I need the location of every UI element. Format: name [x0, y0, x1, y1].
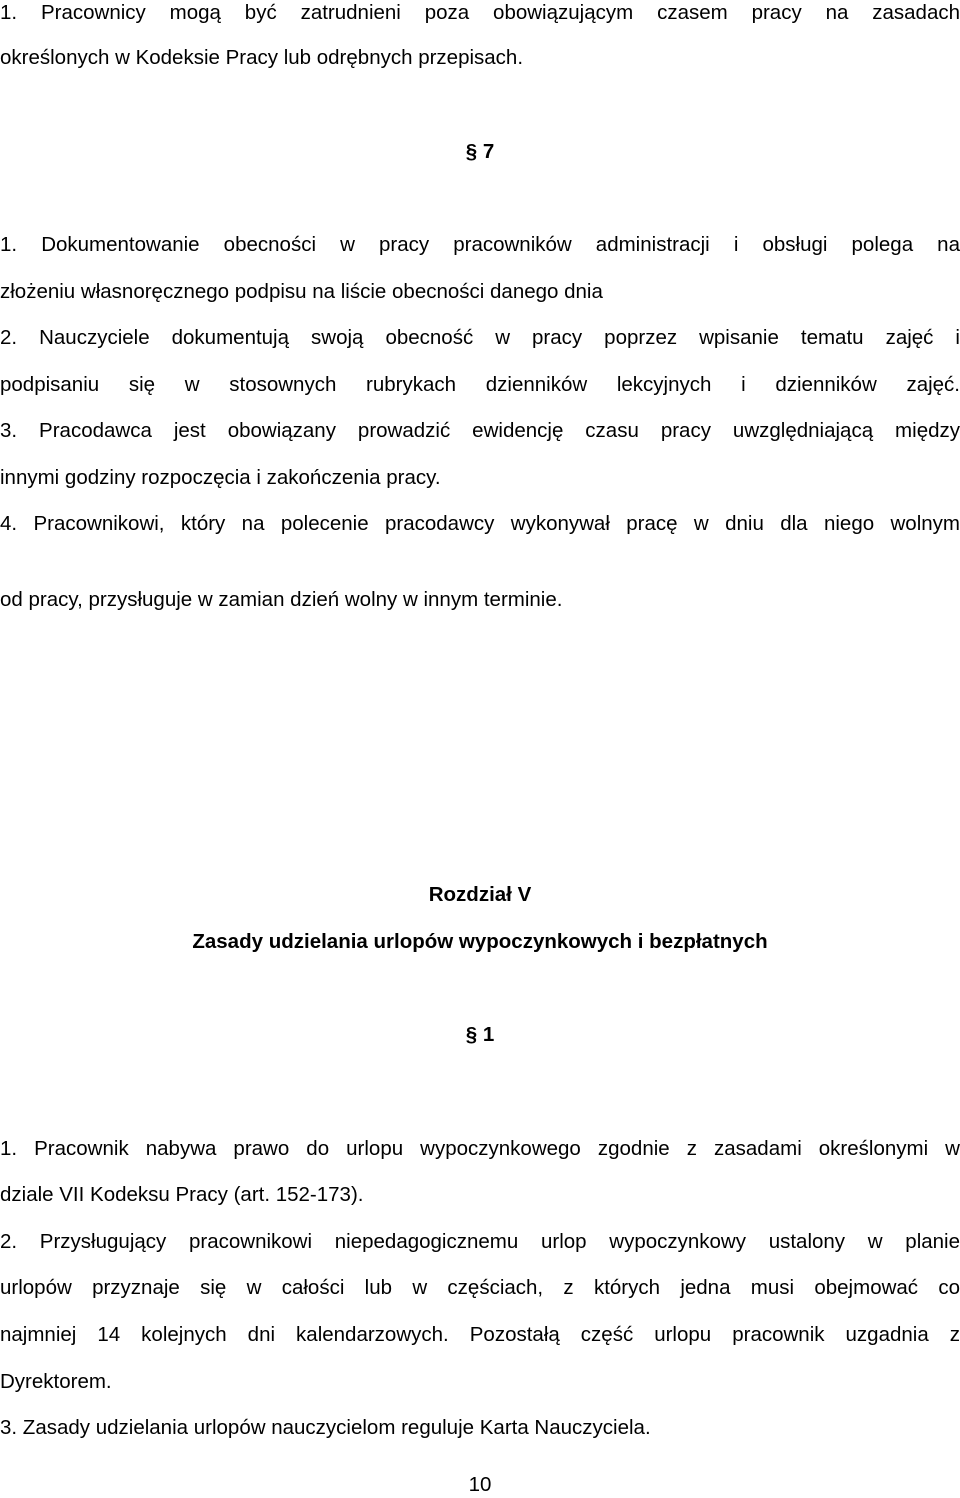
paragraph-line: 1. Dokumentowanie obecności w pracy pracowników administracji i obsługi polega na — [0, 233, 960, 256]
paragraph-line: dziale VII Kodeksu Pracy (art. 152-173). — [0, 1183, 364, 1206]
paragraph-line: 4. Pracownikowi, który na polecenie pracodawcy wykonywał pracę w dniu dla niego wolnym — [0, 512, 960, 535]
paragraph-line: 1. Pracownicy mogą być zatrudnieni poza obowiązującym czasem pracy na zasadach — [0, 1, 960, 24]
paragraph-line: 1. Pracownik nabywa prawo do urlopu wypoczynkowego zgodnie z zasadami określonymi w — [0, 1137, 960, 1160]
paragraph-line: Dyrektorem. — [0, 1370, 112, 1393]
paragraph-line: złożeniu własnoręcznego podpisu na liście obecności danego dnia — [0, 280, 603, 303]
paragraph-line: 2. Przysługujący pracownikowi niepedagogicznemu urlop wypoczynkowy ustalony w planie — [0, 1230, 960, 1253]
paragraph-line: 2. Nauczyciele dokumentują swoją obecność w pracy poprzez wpisanie tematu zajęć i — [0, 326, 960, 349]
paragraph-line: 3. Zasady udzielania urlopów nauczycielom reguluje Karta Nauczyciela. — [0, 1416, 651, 1439]
paragraph-line: od pracy, przysługuje w zamian dzień wolny w innym terminie. — [0, 588, 563, 611]
chapter-subtitle: Zasady udzielania urlopów wypoczynkowych i bezpłatnych — [192, 930, 768, 953]
paragraph-line: innymi godziny rozpoczęcia i zakończenia pracy. — [0, 466, 441, 489]
paragraph-line: najmniej 14 kolejnych dni kalendarzowych. Pozostałą część urlopu pracownik uzgadnia z — [0, 1323, 960, 1346]
section-heading: § 1 — [465, 1023, 495, 1046]
chapter-title: Rozdział V — [428, 883, 532, 906]
paragraph-line: podpisaniu się w stosownych rubrykach dzienników lekcyjnych i dzienników zajęć. — [0, 373, 960, 396]
paragraph-line: określonych w Kodeksie Pracy lub odrębnych przepisach. — [0, 46, 524, 69]
paragraph-line: 3. Pracodawca jest obowiązany prowadzić ewidencję czasu pracy uwzględniającą między — [0, 419, 960, 442]
paragraph-line: urlopów przyznaje się w całości lub w częściach, z których jedna musi obejmować co — [0, 1276, 960, 1299]
page-number: 10 — [468, 1473, 492, 1496]
section-heading: § 7 — [465, 140, 495, 163]
